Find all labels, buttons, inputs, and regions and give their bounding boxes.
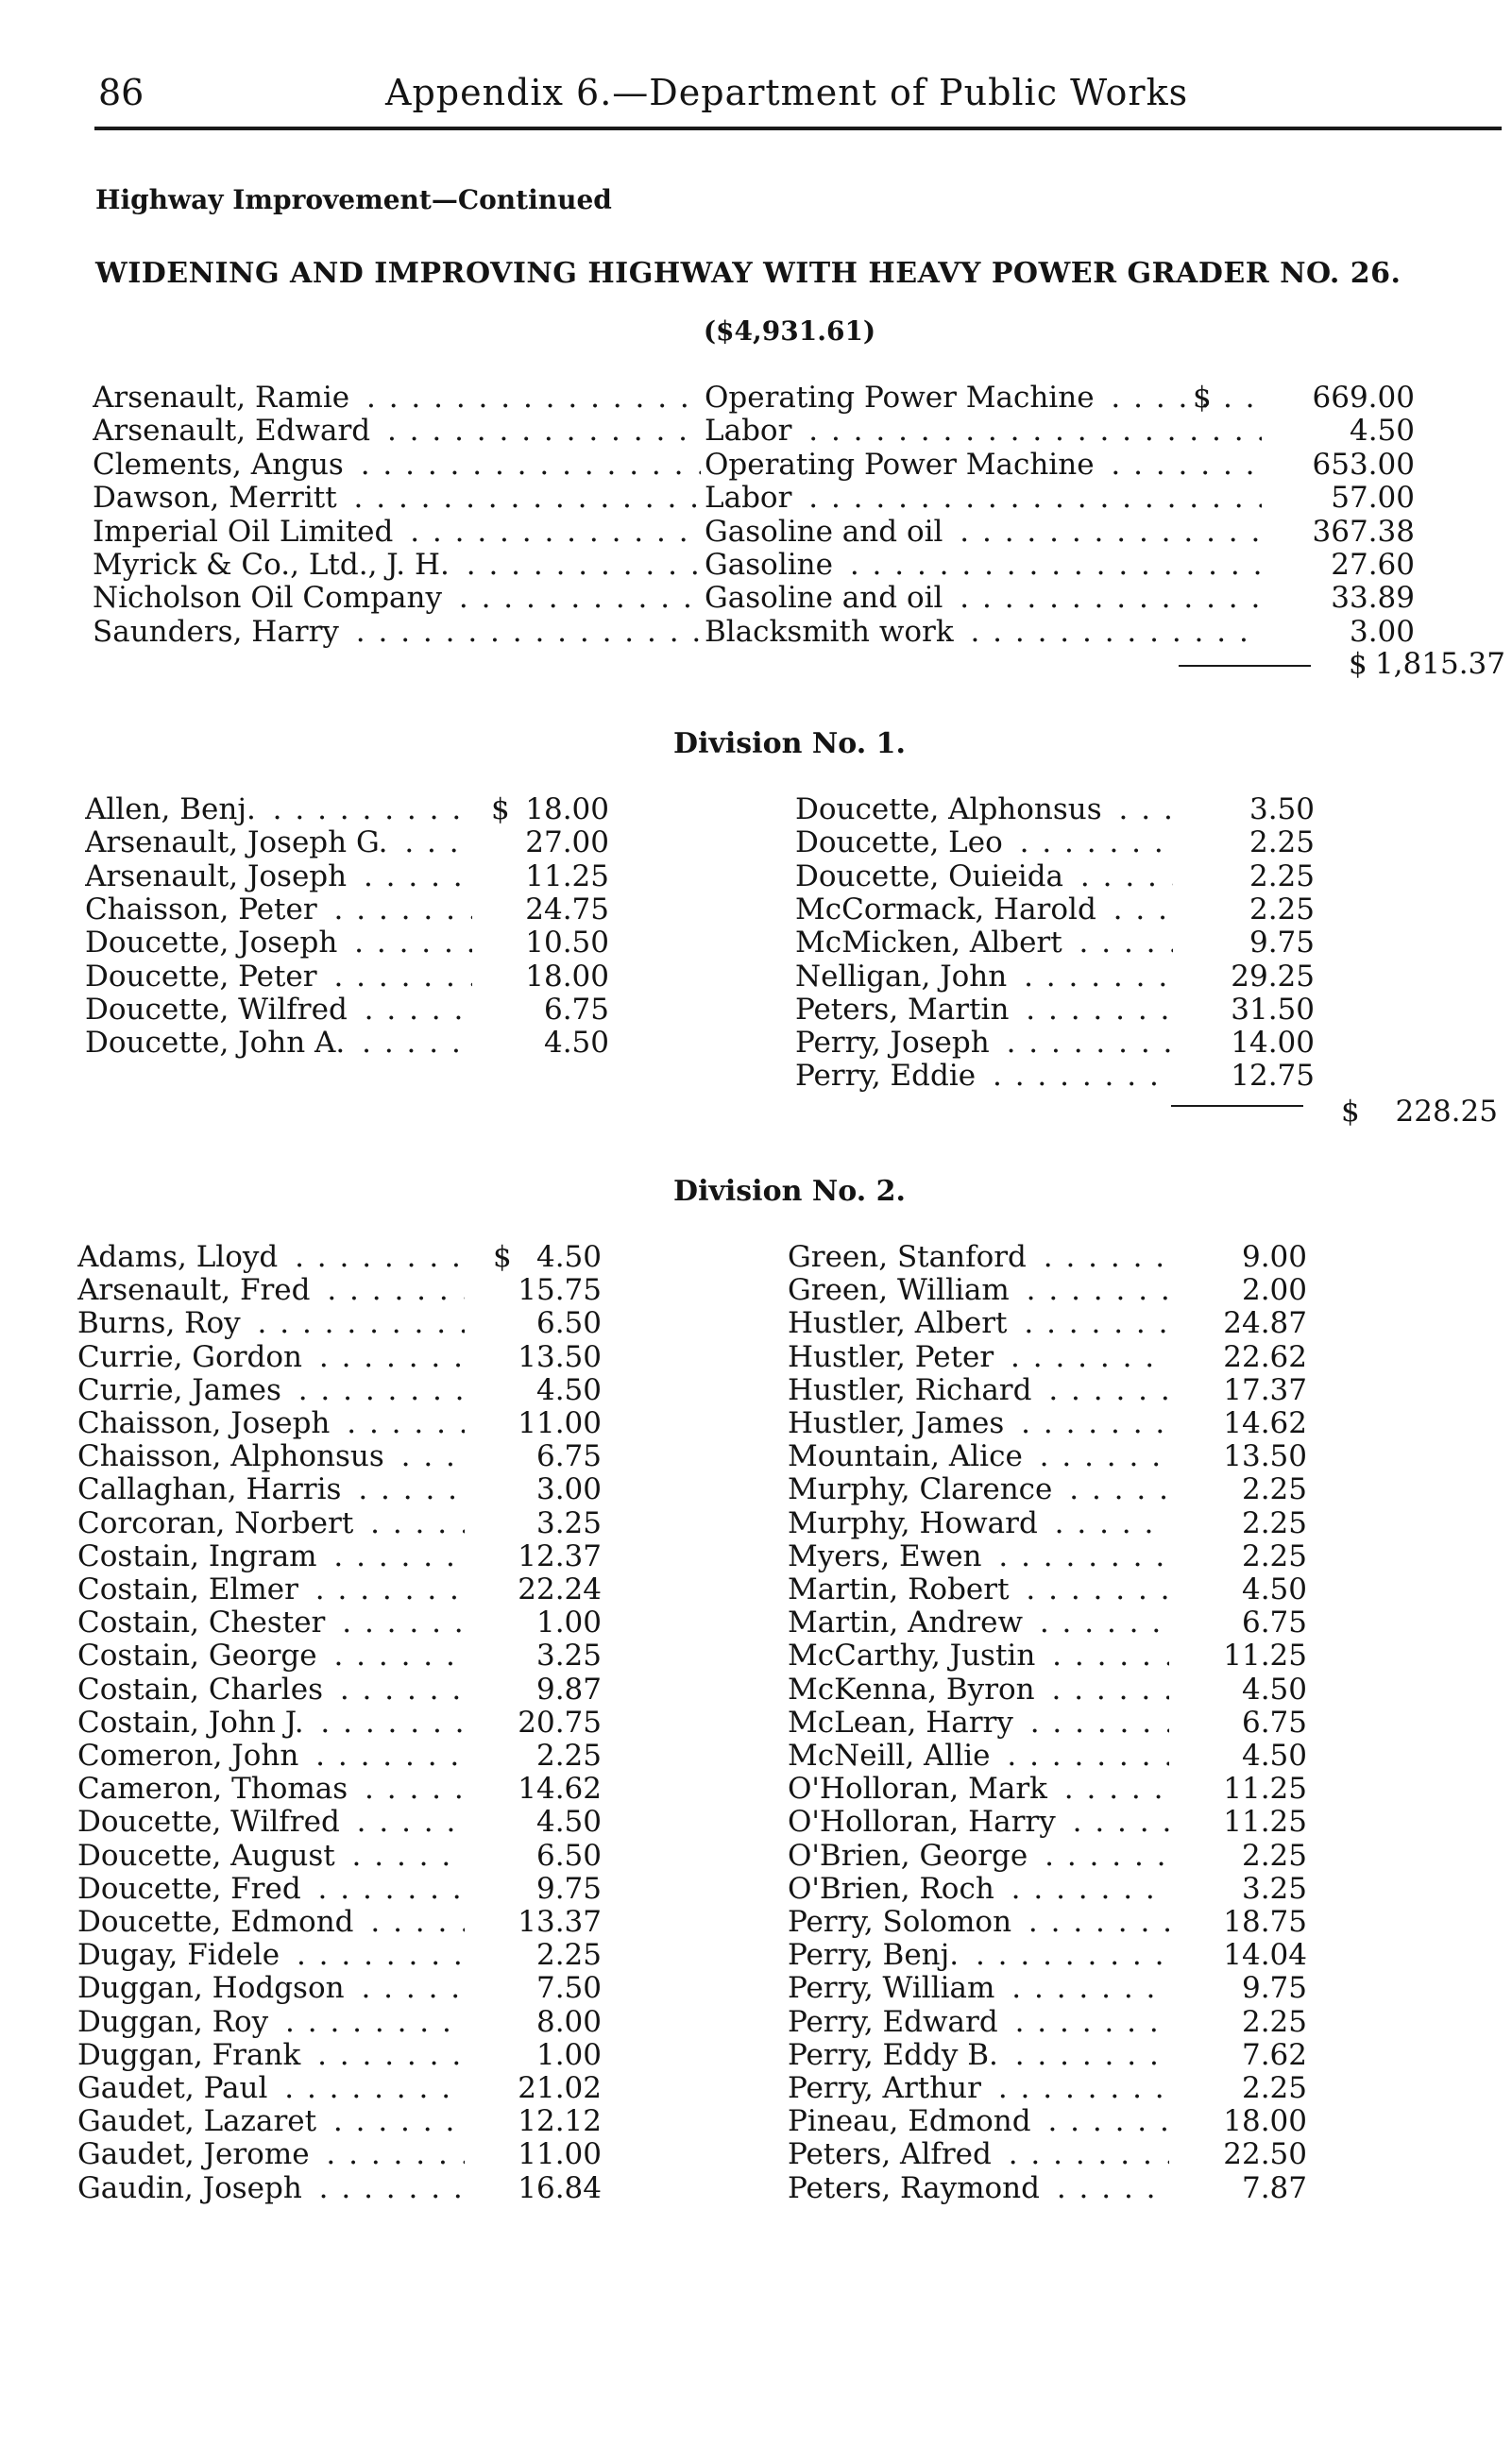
entry-amount: 9.00 [1241, 1240, 1307, 1274]
list-item [77, 1972, 606, 2004]
entry-name: McCormack, Harold [795, 893, 1102, 926]
list-item [85, 893, 614, 926]
entry-name: Duggan, Roy [77, 2006, 274, 2038]
entry-amount: 6.75 [543, 992, 609, 1027]
entry-amount: 4.50 [1241, 1572, 1307, 1606]
list-item [93, 548, 1415, 582]
entry-name: Doucette, Ouieida [795, 860, 1069, 892]
entry-amount: 21.02 [518, 2071, 602, 2105]
list-item [77, 1440, 606, 1472]
list-item [795, 893, 1324, 926]
entry-name: Nicholson Oil Company [93, 582, 448, 614]
list-item [77, 2006, 606, 2038]
list-item [77, 1674, 606, 1706]
list-item [788, 1507, 1317, 1539]
top-total-amount: 1,815.37 [1374, 647, 1505, 681]
entry-name: Doucette, Edmond [77, 1906, 360, 1938]
list-item [77, 1939, 606, 1971]
entry-amount: 3.00 [1349, 614, 1415, 649]
entry-description: Labor [705, 415, 797, 447]
entry-description: Gasoline and oil [705, 582, 948, 614]
entry-name: Doucette, Leo [795, 826, 1009, 858]
entry-name: Doucette, August [77, 1840, 341, 1872]
entry-amount: 14.62 [1223, 1406, 1307, 1440]
list-item [788, 2138, 1317, 2170]
entry-name: Arsenault, Ramie [93, 382, 355, 414]
entry-description: Operating Power Machine [705, 449, 1100, 481]
entry-amount: 4.50 [543, 1026, 609, 1061]
top-total-rule [1179, 665, 1311, 667]
entry-name: Currie, Gordon [77, 1341, 308, 1373]
entry-name: Perry, Joseph [795, 1027, 995, 1059]
list-item [795, 826, 1324, 858]
list-item [77, 2138, 606, 2170]
list-item [93, 381, 1415, 415]
list-item [77, 2072, 606, 2104]
entry-amount: 18.75 [1223, 1905, 1307, 1939]
list-item [77, 1241, 606, 1273]
entry-amount: 13.50 [518, 1339, 602, 1374]
entry-amount: 2.25 [1241, 2071, 1307, 2105]
entry-amount: 669.00 [1312, 381, 1415, 415]
entry-name: Green, William [788, 1274, 1015, 1306]
entry-amount: 31.50 [1231, 992, 1315, 1027]
list-item [788, 1740, 1317, 1772]
list-item [77, 1640, 606, 1672]
entry-name: McKenna, Byron [788, 1674, 1041, 1706]
entry-name: O'Brien, Roch [788, 1873, 1000, 1905]
entry-amount: 3.50 [1249, 792, 1315, 826]
entry-name: Perry, William [788, 1972, 1000, 2004]
entry-amount: 22.62 [1223, 1339, 1307, 1374]
entry-name: Costain, John J. [77, 1707, 310, 1739]
entry-amount: 9.75 [1249, 926, 1315, 960]
entry-name: Green, Stanford [788, 1241, 1032, 1273]
list-item [77, 1473, 606, 1505]
entry-amount: 12.75 [1231, 1059, 1315, 1094]
entry-amount: 653.00 [1312, 447, 1415, 482]
entry-amount: 14.00 [1231, 1026, 1315, 1061]
entry-name: Doucette, Wilfred [77, 1806, 346, 1838]
list-item [795, 1027, 1324, 1059]
entry-amount: 1.00 [535, 1606, 602, 1640]
entry-amount: 11.00 [518, 2137, 602, 2172]
entry-amount: 11.25 [1223, 1639, 1307, 1674]
entry-amount: 6.75 [535, 1439, 602, 1474]
list-item [788, 1773, 1317, 1805]
list-item [788, 2072, 1317, 2104]
entry-name: Arsenault, Fred [77, 1274, 315, 1306]
division-1-total-currency: $ [1341, 1095, 1360, 1129]
entry-name: Peters, Raymond [788, 2172, 1045, 2204]
entry-amount: 3.00 [535, 1472, 602, 1507]
entry-name: Costain, Ingram [77, 1540, 323, 1572]
entry-amount: 2.25 [535, 1739, 602, 1773]
entry-name: Doucette, Fred [77, 1873, 307, 1905]
list-item [77, 1374, 606, 1406]
entry-amount: 7.50 [535, 1971, 602, 2006]
list-item [795, 793, 1324, 825]
entry-name: Costain, Chester [77, 1606, 331, 1639]
entry-name: Myrick & Co., Ltd., J. H. [93, 549, 455, 581]
entry-amount: 18.00 [1223, 2104, 1307, 2139]
list-item [788, 1241, 1317, 1273]
list-item [93, 447, 1415, 482]
entry-description: Labor [705, 482, 797, 514]
entry-description: Operating Power Machine [705, 382, 1100, 414]
entry-name: Martin, Robert [788, 1573, 1015, 1606]
entry-name: O'Holloran, Harry [788, 1806, 1062, 1838]
entry-name: Gaudet, Jerome [77, 2138, 315, 2170]
entry-name: Martin, Andrew [788, 1606, 1028, 1639]
list-item [788, 1540, 1317, 1572]
list-item [93, 414, 1415, 449]
entry-name: Peters, Martin [795, 994, 1014, 1026]
entry-name: Dugay, Fidele [77, 1939, 285, 1971]
entry-amount: 6.50 [535, 1306, 602, 1341]
entry-amount: 6.50 [535, 1838, 602, 1873]
list-item [788, 1573, 1317, 1606]
entry-amount: 4.50 [1241, 1739, 1307, 1773]
list-item [788, 2006, 1317, 2038]
entry-name: Cameron, Thomas [77, 1773, 353, 1805]
list-item [788, 1440, 1317, 1472]
division-1-total-rule [1171, 1105, 1303, 1107]
list-item [788, 1473, 1317, 1505]
entry-amount: 13.50 [1223, 1439, 1307, 1474]
entry-amount: 57.00 [1331, 481, 1415, 516]
entry-name: Callaghan, Harris [77, 1473, 347, 1505]
entry-amount: 14.62 [518, 1772, 602, 1807]
entry-amount: 12.12 [518, 2104, 602, 2139]
entry-amount: 2.25 [1249, 892, 1315, 926]
entry-amount: 2.25 [535, 1938, 602, 1973]
entry-name: Burns, Roy [77, 1307, 246, 1339]
list-item [788, 1374, 1317, 1406]
list-item [795, 1060, 1324, 1092]
entry-amount: 18.00 [525, 792, 609, 826]
entry-amount: 27.00 [525, 825, 609, 860]
entry-currency: $ [491, 792, 510, 826]
entry-name: Myers, Ewen [788, 1540, 988, 1572]
entry-name: Allen, Benj. [85, 793, 262, 825]
list-item [788, 1840, 1317, 1872]
entry-name: Costain, Charles [77, 1674, 329, 1706]
list-item [788, 1407, 1317, 1439]
entry-name: Dawson, Merritt [93, 482, 343, 514]
entry-name: Murphy, Howard [788, 1507, 1044, 1539]
list-item [77, 1341, 606, 1373]
entry-amount: 4.50 [1349, 414, 1415, 449]
list-item [93, 614, 1415, 649]
list-item [77, 1906, 606, 1938]
entry-name: Hustler, Albert [788, 1307, 1013, 1339]
entry-amount: 2.25 [1241, 1472, 1307, 1507]
entry-name: O'Holloran, Mark [788, 1773, 1053, 1805]
entry-amount: 4.50 [535, 1805, 602, 1840]
entry-amount: 20.75 [518, 1705, 602, 1740]
list-item [788, 1707, 1317, 1739]
top-total-currency: $ [1349, 647, 1368, 681]
entry-amount: 1.00 [535, 2037, 602, 2072]
entry-name: Currie, James [77, 1374, 287, 1406]
list-item [85, 1027, 614, 1059]
entry-amount: 10.50 [525, 926, 609, 960]
entry-currency: $ [493, 1240, 512, 1274]
entry-name: Nelligan, John [795, 960, 1012, 993]
entry-amount: 9.75 [1241, 1971, 1307, 2006]
list-item [795, 994, 1324, 1026]
entry-name: Perry, Solomon [788, 1906, 1017, 1938]
entry-amount: 7.87 [1241, 2170, 1307, 2205]
list-item [77, 1274, 606, 1306]
entry-name: Murphy, Clarence [788, 1473, 1058, 1505]
entry-name: Mountain, Alice [788, 1440, 1028, 1472]
entry-name: O'Brien, George [788, 1840, 1033, 1872]
entry-name: Perry, Eddie [795, 1060, 981, 1092]
entry-amount: 3.25 [535, 1639, 602, 1674]
entry-amount: 11.25 [1223, 1805, 1307, 1840]
entry-name: Comeron, John [77, 1740, 304, 1772]
entry-name: Doucette, Wilfred [85, 994, 353, 1026]
division-2-heading: Division No. 2. [673, 1175, 906, 1208]
list-item [77, 1540, 606, 1572]
list-item [788, 1674, 1317, 1706]
entry-amount: 9.75 [535, 1871, 602, 1906]
entry-name: Arsenault, Edward [93, 415, 376, 447]
entry-amount: 11.25 [1223, 1772, 1307, 1807]
entry-name: Adams, Lloyd [77, 1241, 283, 1273]
list-item [85, 926, 614, 959]
entry-amount: 6.75 [1241, 1606, 1307, 1640]
list-item [788, 1906, 1317, 1938]
entry-description: Blacksmith work [705, 616, 960, 648]
list-item [93, 481, 1415, 516]
list-item [85, 860, 614, 892]
entry-amount: 2.25 [1249, 858, 1315, 893]
list-item [77, 2172, 606, 2204]
division-1-total-amount: 228.25 [1395, 1095, 1498, 1129]
section-heading: Highway Improvement—Continued [95, 184, 612, 215]
list-item [788, 1972, 1317, 2004]
entry-amount: 15.75 [518, 1273, 602, 1308]
entry-amount: 12.37 [518, 1538, 602, 1573]
entry-amount: 24.75 [525, 892, 609, 926]
entry-amount: 2.25 [1241, 1838, 1307, 1873]
list-item [788, 1606, 1317, 1639]
list-item [77, 2039, 606, 2071]
list-item [77, 1707, 606, 1739]
entry-name: Arsenault, Joseph [85, 860, 352, 892]
entry-name: Doucette, John A. [85, 1027, 350, 1059]
entry-name: Chaisson, Alphonsus [77, 1440, 390, 1472]
entry-name: Gaudin, Joseph [77, 2172, 308, 2204]
entry-amount: 24.87 [1223, 1306, 1307, 1341]
entry-amount: 6.75 [1241, 1705, 1307, 1740]
entry-name: Duggan, Hodgson [77, 1972, 350, 2004]
entry-name: Doucette, Alphonsus [795, 793, 1108, 825]
entry-amount: 4.50 [1241, 1672, 1307, 1707]
list-item [788, 1307, 1317, 1339]
list-item [77, 1740, 606, 1772]
entry-amount: 367.38 [1312, 514, 1415, 549]
list-item [85, 793, 614, 825]
entry-name: Hustler, Richard [788, 1374, 1037, 1406]
entry-name: Perry, Eddy B. [788, 2039, 1004, 2071]
entry-amount: 4.50 [535, 1240, 602, 1274]
list-item [77, 1806, 606, 1838]
list-item [788, 1341, 1317, 1373]
entry-amount: 18.00 [525, 959, 609, 994]
list-item [77, 1606, 606, 1639]
entry-amount: 13.37 [518, 1905, 602, 1939]
entry-description: Gasoline [705, 549, 839, 581]
list-item [788, 1274, 1317, 1306]
list-item [788, 2172, 1317, 2204]
entry-name: Costain, George [77, 1640, 323, 1672]
entry-name: Arsenault, Joseph G. [85, 826, 393, 858]
page-number: 86 [98, 72, 144, 113]
entry-amount: 14.04 [1223, 1938, 1307, 1973]
entry-name: Gaudet, Lazaret [77, 2105, 322, 2137]
list-item [788, 2105, 1317, 2137]
entry-amount: 3.25 [535, 1505, 602, 1540]
entry-name: McLean, Harry [788, 1707, 1019, 1739]
list-item [77, 1573, 606, 1606]
work-amount: ($4,931.61) [703, 315, 876, 347]
entry-amount: 17.37 [1223, 1372, 1307, 1407]
entry-name: Saunders, Harry [93, 616, 345, 648]
entry-amount: 11.25 [525, 858, 609, 893]
entry-name: Perry, Benj. [788, 1939, 964, 1971]
list-item [788, 1939, 1317, 1971]
list-item [77, 2105, 606, 2137]
list-item [77, 1773, 606, 1805]
entry-amount: 27.60 [1331, 548, 1415, 582]
entry-amount: 16.84 [518, 2170, 602, 2205]
division-1-heading: Division No. 1. [673, 727, 906, 760]
entry-amount: 8.00 [535, 2004, 602, 2039]
list-item [77, 1840, 606, 1872]
entry-amount: 2.25 [1241, 2004, 1307, 2039]
entry-name: Doucette, Joseph [85, 926, 343, 959]
page-header [94, 70, 1502, 130]
entry-amount: 2.25 [1241, 1538, 1307, 1573]
entry-description: Gasoline and oil [705, 516, 948, 548]
entry-name: Pineau, Edmond [788, 2105, 1037, 2137]
entry-name: Peters, Alfred [788, 2138, 997, 2170]
entry-name: Duggan, Frank [77, 2039, 306, 2071]
list-item [788, 1806, 1317, 1838]
entry-currency: $ [1193, 381, 1212, 415]
entry-name: Chaisson, Peter [85, 893, 323, 926]
entry-name: Perry, Edward [788, 2006, 1004, 2038]
entry-amount: 29.25 [1231, 959, 1315, 994]
list-item [93, 514, 1415, 549]
entry-name: Imperial Oil Limited [93, 516, 399, 548]
entry-name: Costain, Elmer [77, 1573, 304, 1606]
entry-amount: 22.50 [1223, 2137, 1307, 2172]
list-item [788, 1873, 1317, 1905]
entry-amount: 33.89 [1331, 581, 1415, 616]
entry-amount: 2.25 [1241, 1505, 1307, 1540]
entry-name: Hustler, Peter [788, 1341, 999, 1373]
list-item [795, 926, 1324, 959]
entry-name: Perry, Arthur [788, 2072, 987, 2104]
entry-amount: 3.25 [1241, 1871, 1307, 1906]
list-item [77, 1407, 606, 1439]
list-item [77, 1307, 606, 1339]
list-item [93, 581, 1415, 616]
entry-amount: 7.62 [1241, 2037, 1307, 2072]
work-title: WIDENING AND IMPROVING HIGHWAY WITH HEAVY POWER GRADER NO. 26. [95, 257, 1402, 290]
list-item [788, 1640, 1317, 1672]
entry-amount: 22.24 [518, 1572, 602, 1606]
list-item [85, 960, 614, 993]
list-item [788, 2039, 1317, 2071]
entry-amount: 9.87 [535, 1672, 602, 1707]
entry-name: McNeill, Allie [788, 1740, 996, 1772]
list-item [85, 994, 614, 1026]
entry-amount: 2.25 [1249, 825, 1315, 860]
entry-name: McMicken, Albert [795, 926, 1068, 959]
list-item [795, 960, 1324, 993]
entry-name: Gaudet, Paul [77, 2072, 273, 2104]
entry-name: McCarthy, Justin [788, 1640, 1041, 1672]
page-header-title: Appendix 6.—Department of Public Works [385, 72, 1189, 113]
list-item [77, 1507, 606, 1539]
entry-name: Hustler, James [788, 1407, 1010, 1439]
list-item [77, 1873, 606, 1905]
entry-amount: 11.00 [518, 1406, 602, 1440]
entry-name: Corcoran, Norbert [77, 1507, 359, 1539]
list-item [795, 860, 1324, 892]
entry-amount: 4.50 [535, 1372, 602, 1407]
entry-name: Clements, Angus [93, 449, 349, 481]
entry-name: Doucette, Peter [85, 960, 323, 993]
list-item [85, 826, 614, 858]
entry-name: Chaisson, Joseph [77, 1407, 335, 1439]
entry-amount: 2.00 [1241, 1273, 1307, 1308]
